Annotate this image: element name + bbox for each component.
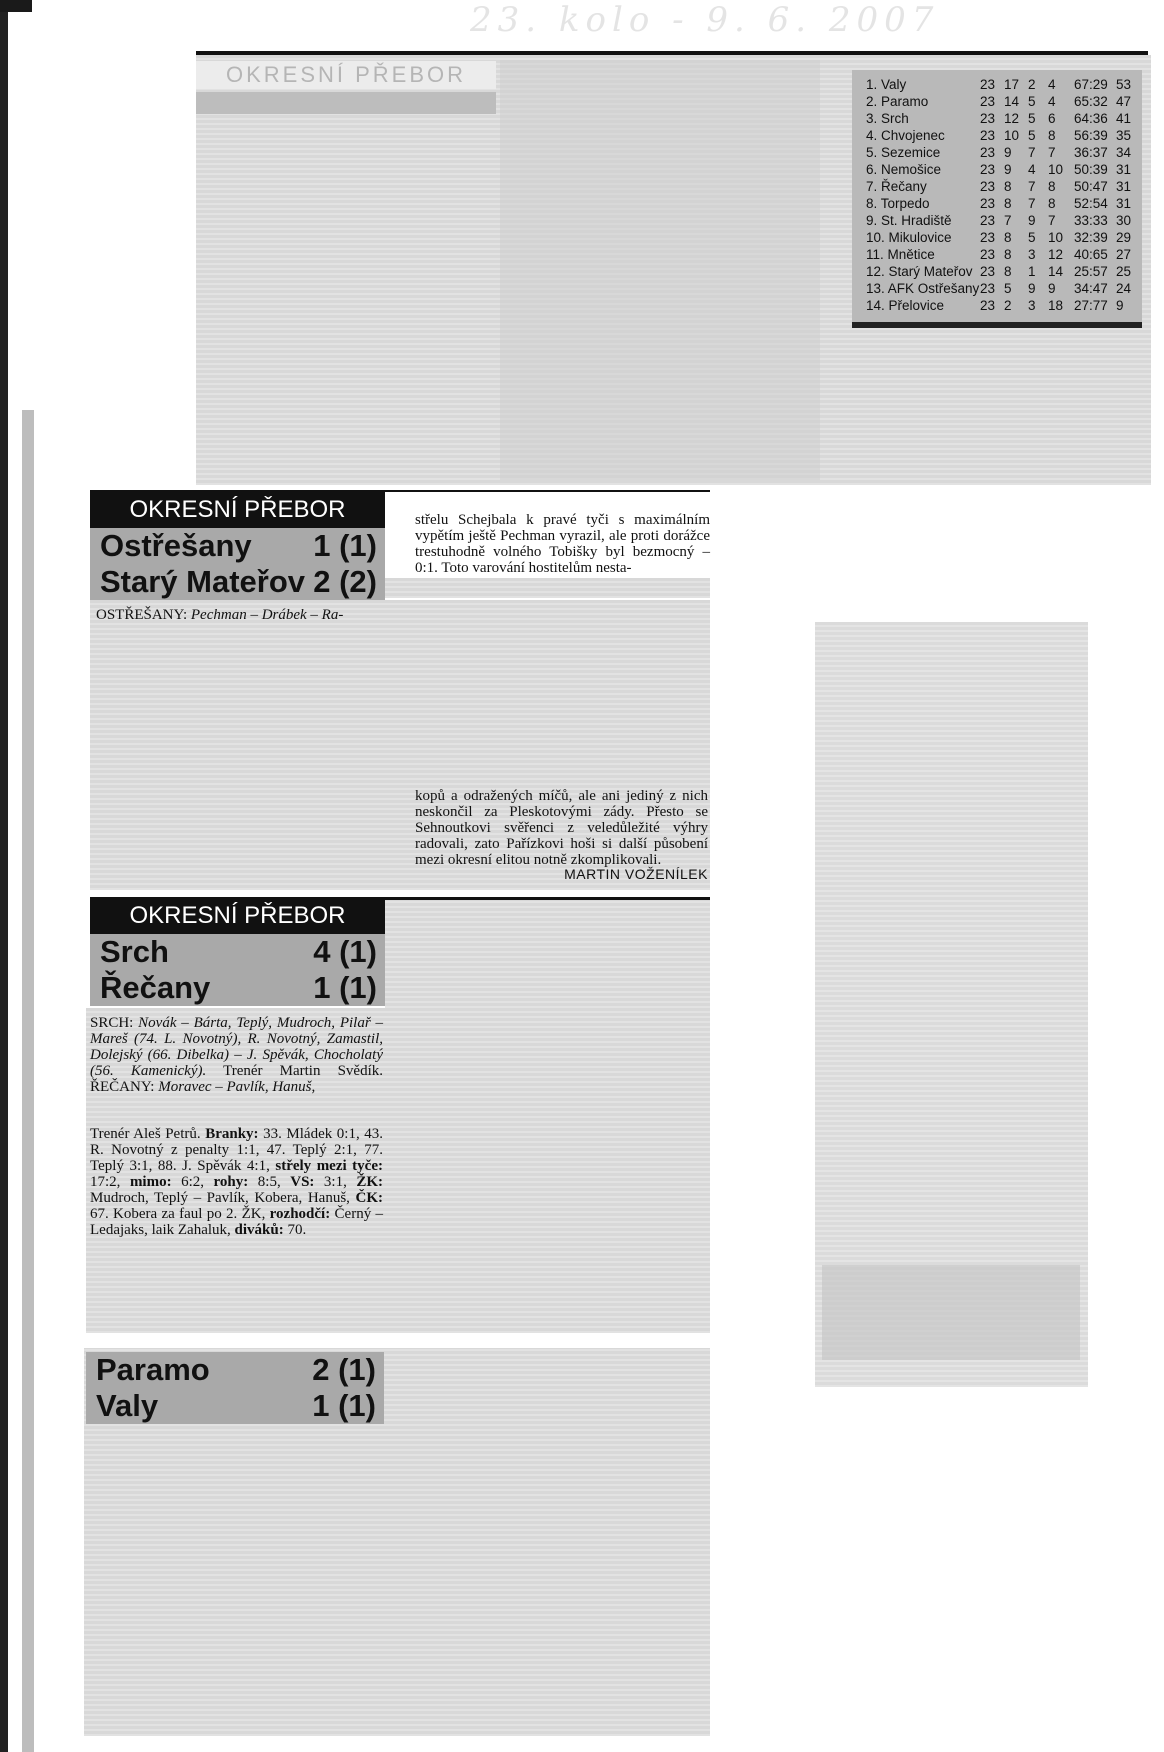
standings-cell-l: 12 bbox=[1048, 247, 1064, 262]
standings-cell-pts: 9 bbox=[1116, 298, 1124, 313]
standings-cell-rank_team: 5. Sezemice bbox=[866, 145, 941, 160]
standings-cell-pts: 31 bbox=[1116, 196, 1132, 211]
standings-cell-p: 23 bbox=[980, 230, 996, 245]
standings-cell-rank_team: 6. Nemošice bbox=[866, 162, 942, 177]
standings-cell-rank_team: 4. Chvojenec bbox=[866, 128, 945, 143]
standings-cell-l: 4 bbox=[1048, 94, 1056, 109]
standings-cell-score: 50:39 bbox=[1074, 162, 1108, 177]
match2-away-label: ŘEČANY: bbox=[90, 1079, 155, 1095]
match1-teams bbox=[90, 528, 385, 600]
match2-att: 70. bbox=[287, 1222, 307, 1238]
standings-table bbox=[852, 70, 1142, 328]
standings-cell-rank_team: 2. Paramo bbox=[866, 94, 929, 109]
match2-lineup-label: SRCH: bbox=[90, 1015, 134, 1031]
standings-row bbox=[852, 93, 1142, 110]
standings-cell-d: 5 bbox=[1028, 94, 1036, 109]
standings-row bbox=[852, 161, 1142, 178]
standings-cell-rank_team: 12. Starý Mateřov bbox=[866, 264, 973, 279]
match1-lineup-label: OSTŘEŠANY: bbox=[96, 607, 188, 623]
standings-cell-pts: 27 bbox=[1116, 247, 1132, 262]
standings-cell-score: 32:39 bbox=[1074, 230, 1108, 245]
top-clipping-header: OKRESNÍ PŘEBOR bbox=[196, 61, 496, 89]
match2-goals-label: Branky: bbox=[205, 1126, 259, 1142]
match3-away-score: 1 (1) bbox=[312, 1388, 376, 1423]
match2-att-label: diváků: bbox=[234, 1222, 284, 1238]
standings-cell-rank_team: 9. St. Hradiště bbox=[866, 213, 952, 228]
match2-home-row bbox=[90, 934, 385, 970]
match2-right-bg bbox=[385, 900, 710, 1333]
match2-miss-label: mimo: bbox=[129, 1174, 172, 1190]
standings-cell-d: 4 bbox=[1028, 162, 1036, 177]
standings-cell-p: 23 bbox=[980, 247, 996, 262]
standings-cell-l: 18 bbox=[1048, 298, 1064, 313]
top-clipping-column bbox=[500, 60, 820, 480]
match1-home-score: 1 (1) bbox=[313, 528, 377, 563]
match2-stats bbox=[90, 1126, 383, 1238]
standings-cell-l: 7 bbox=[1048, 213, 1056, 228]
standings-cell-p: 23 bbox=[980, 281, 996, 296]
match1-header: OKRESNÍ PŘEBOR bbox=[90, 492, 385, 528]
standings-cell-l: 8 bbox=[1048, 196, 1056, 211]
standings-cell-p: 23 bbox=[980, 128, 996, 143]
standings-row bbox=[852, 127, 1142, 144]
standings-cell-pts: 24 bbox=[1116, 281, 1132, 296]
match2-away-team: Řečany bbox=[100, 970, 211, 1005]
standings-cell-pts: 31 bbox=[1116, 179, 1132, 194]
standings-cell-pts: 41 bbox=[1116, 111, 1132, 126]
match2-corners-label: rohy: bbox=[213, 1174, 249, 1190]
standings-row bbox=[852, 263, 1142, 280]
standings-cell-l: 10 bbox=[1048, 162, 1064, 177]
standings-cell-w: 8 bbox=[1004, 230, 1012, 245]
standings-cell-p: 23 bbox=[980, 111, 996, 126]
standings-row bbox=[852, 297, 1142, 314]
standings-cell-score: 34:47 bbox=[1074, 281, 1108, 296]
standings-row bbox=[852, 246, 1142, 263]
standings-cell-w: 2 bbox=[1004, 298, 1012, 313]
match2-yc: Mudroch, Teplý – Pavlík, Kobera, Hanuš, bbox=[90, 1190, 350, 1206]
standings-cell-rank_team: 14. Přelovice bbox=[866, 298, 945, 313]
standings-cell-l: 14 bbox=[1048, 264, 1064, 279]
standings-cell-rank_team: 3. Srch bbox=[866, 111, 909, 126]
standings-row bbox=[852, 144, 1142, 161]
standings-cell-pts: 30 bbox=[1116, 213, 1132, 228]
standings-cell-d: 9 bbox=[1028, 213, 1036, 228]
standings-cell-w: 10 bbox=[1004, 128, 1020, 143]
match2-miss: 6:2, bbox=[181, 1174, 205, 1190]
match1-away-score: 2 (2) bbox=[313, 564, 377, 599]
standings-cell-score: 64:36 bbox=[1074, 111, 1108, 126]
standings-cell-p: 23 bbox=[980, 264, 996, 279]
standings-row bbox=[852, 229, 1142, 246]
standings-cell-l: 6 bbox=[1048, 111, 1056, 126]
standings-cell-rank_team: 10. Mikulovice bbox=[866, 230, 952, 245]
standings-cell-p: 23 bbox=[980, 145, 996, 160]
match2-rc: 67. Kobera za faul po 2. ŽK, bbox=[90, 1206, 266, 1222]
match1-text-top: střelu Schejbala k pravé tyči s maximálním vypětím ještě Pechman vyrazil, ale proti dorážce trestuhodně volného Tobišky byl bezmocný – 0:1. Toto varování hostitelům nesta- bbox=[415, 512, 710, 576]
standings-cell-d: 3 bbox=[1028, 247, 1036, 262]
match2-ref: Černý – Ledajaks, laik Zahaluk, bbox=[90, 1206, 384, 1238]
match2-away-row bbox=[90, 970, 385, 1006]
match1-lineup-start: Pechman – Drábek – Ra- bbox=[190, 607, 344, 623]
scan-edge-left bbox=[0, 0, 8, 1752]
standings-cell-rank_team: 13. AFK Ostřešany bbox=[866, 281, 980, 296]
match3-home-score: 2 (1) bbox=[312, 1352, 376, 1387]
match2-goals: 33. Mládek 0:1, 43. R. Novotný z penalty 1:1, 47. Teplý 2:1, 77. Teplý 3:1, 88. J. Spěvák 4:1, bbox=[90, 1126, 384, 1174]
standings-row bbox=[852, 195, 1142, 212]
standings-cell-rank_team: 7. Řečany bbox=[866, 179, 927, 194]
match2-header: OKRESNÍ PŘEBOR bbox=[90, 898, 385, 934]
standings-cell-score: 56:39 bbox=[1074, 128, 1108, 143]
top-clipping-rule bbox=[196, 51, 1148, 55]
standings-cell-d: 5 bbox=[1028, 128, 1036, 143]
standings-cell-l: 10 bbox=[1048, 230, 1064, 245]
match2-ref-label: rozhodčí: bbox=[269, 1206, 331, 1222]
standings-cell-pts: 47 bbox=[1116, 94, 1132, 109]
standings-cell-pts: 31 bbox=[1116, 162, 1132, 177]
standings-cell-score: 40:65 bbox=[1074, 247, 1108, 262]
standings-cell-d: 7 bbox=[1028, 179, 1036, 194]
standings-cell-d: 9 bbox=[1028, 281, 1036, 296]
match2-shots-label: střely mezi tyče: bbox=[275, 1158, 383, 1174]
standings-cell-w: 8 bbox=[1004, 196, 1012, 211]
standings-cell-score: 27:77 bbox=[1074, 298, 1108, 313]
match2-vs-label: VS: bbox=[290, 1174, 315, 1190]
standings-cell-d: 5 bbox=[1028, 111, 1036, 126]
standings-cell-score: 67:29 bbox=[1074, 77, 1108, 92]
standings-cell-score: 25:57 bbox=[1074, 264, 1108, 279]
standings-cell-d: 2 bbox=[1028, 77, 1036, 92]
standings-cell-d: 1 bbox=[1028, 264, 1036, 279]
standings-cell-p: 23 bbox=[980, 162, 996, 177]
standings-cell-pts: 29 bbox=[1116, 230, 1132, 245]
match2-teams bbox=[90, 934, 385, 1006]
standings-cell-pts: 25 bbox=[1116, 264, 1132, 279]
standings-cell-d: 5 bbox=[1028, 230, 1036, 245]
standings-row bbox=[852, 178, 1142, 195]
standings-row bbox=[852, 280, 1142, 297]
standings-cell-w: 9 bbox=[1004, 162, 1012, 177]
match1-home-team: Ostřešany bbox=[100, 528, 252, 563]
match2-home-score: 4 (1) bbox=[313, 934, 377, 969]
match2-shots: 17:2, bbox=[90, 1174, 121, 1190]
standings-cell-w: 17 bbox=[1004, 77, 1020, 92]
match2-corners: 8:5, bbox=[257, 1174, 281, 1190]
standings-row bbox=[852, 110, 1142, 127]
standings-cell-score: 36:37 bbox=[1074, 145, 1108, 160]
standings-cell-score: 52:54 bbox=[1074, 196, 1108, 211]
standings-cell-d: 3 bbox=[1028, 298, 1036, 313]
standings-cell-rank_team: 11. Mnětice bbox=[866, 247, 935, 262]
standings-cell-p: 23 bbox=[980, 179, 996, 194]
standings-cell-p: 23 bbox=[980, 196, 996, 211]
standings-cell-w: 12 bbox=[1004, 111, 1020, 126]
match1-lineup bbox=[96, 607, 386, 623]
match1-text-bottom: kopů a odražených míčů, ale ani jediný z nich neskončil za Pleskotovými zády. Přesto se Sehnoutkovi svěřenci z veledůležité výhry radovali, zato Pařízkovi hoši si další působení mezi okresní elitou notně zkomplikovali. bbox=[415, 788, 708, 868]
match1-box bbox=[90, 492, 385, 600]
match2-coach2: Trenér Aleš Petrů. bbox=[90, 1126, 201, 1142]
standings-cell-p: 23 bbox=[980, 298, 996, 313]
standings-row bbox=[852, 212, 1142, 229]
match1-author: MARTIN VOŽENÍLEK bbox=[564, 866, 708, 882]
match3-home-team: Paramo bbox=[96, 1352, 210, 1387]
match3-teams bbox=[86, 1352, 384, 1424]
match2-box bbox=[90, 898, 385, 1006]
match2-home-team: Srch bbox=[100, 934, 169, 969]
match2-rc-label: ČK: bbox=[355, 1190, 384, 1206]
standings-cell-rank_team: 8. Torpedo bbox=[866, 196, 930, 211]
standings-cell-score: 65:32 bbox=[1074, 94, 1108, 109]
standings-cell-pts: 53 bbox=[1116, 77, 1132, 92]
match3-away-row bbox=[86, 1388, 384, 1424]
top-clipping-subheader bbox=[196, 92, 496, 114]
standings-cell-score: 33:33 bbox=[1074, 213, 1108, 228]
match2-away-lineup: Moravec – Pavlík, Hanuš, bbox=[158, 1079, 316, 1095]
match3-away-team: Valy bbox=[96, 1388, 159, 1423]
match1-away-team: Starý Mateřov bbox=[100, 564, 306, 599]
standings-cell-w: 8 bbox=[1004, 247, 1012, 262]
standings-cell-d: 7 bbox=[1028, 196, 1036, 211]
standings-cell-w: 9 bbox=[1004, 145, 1012, 160]
standings-cell-p: 23 bbox=[980, 213, 996, 228]
scan-edge-strip bbox=[22, 410, 34, 1752]
standings-cell-p: 23 bbox=[980, 77, 996, 92]
standings-row bbox=[852, 76, 1142, 93]
standings-cell-l: 4 bbox=[1048, 77, 1056, 92]
match2-lineup-text: Novák – Bárta, Teplý, Mudroch, Pilař – Mareš (74. L. Novotný), R. Novotný, Zamastil, Dolejský (66. Dibelka) – J. Spěvák, Chocholatý (56. Kamenický). bbox=[90, 1015, 383, 1079]
standings-cell-d: 7 bbox=[1028, 145, 1036, 160]
match2-lineup bbox=[90, 1015, 383, 1095]
standings-cell-w: 8 bbox=[1004, 264, 1012, 279]
standings-cell-rank_team: 1. Valy bbox=[866, 77, 907, 92]
standings-cell-pts: 35 bbox=[1116, 128, 1132, 143]
match2-coach: Trenér Martin Svědík. bbox=[223, 1063, 383, 1079]
match1-away-row bbox=[90, 564, 385, 600]
standings-cell-w: 8 bbox=[1004, 179, 1012, 194]
standings-cell-l: 8 bbox=[1048, 128, 1056, 143]
match1-home-row bbox=[90, 528, 385, 564]
handwritten-note: 23. kolo - 9. 6. 2007 bbox=[470, 0, 940, 40]
standings-cell-w: 7 bbox=[1004, 213, 1012, 228]
match1-body-bg-top bbox=[385, 578, 710, 598]
match2-away-score: 1 (1) bbox=[313, 970, 377, 1005]
standings-cell-l: 8 bbox=[1048, 179, 1056, 194]
standings-cell-w: 5 bbox=[1004, 281, 1012, 296]
standings-cell-p: 23 bbox=[980, 94, 996, 109]
match3-home-row bbox=[86, 1352, 384, 1388]
standings-cell-l: 7 bbox=[1048, 145, 1056, 160]
standings-cell-score: 50:47 bbox=[1074, 179, 1108, 194]
scan-edge-top bbox=[0, 0, 32, 12]
right-faded-block bbox=[822, 1265, 1080, 1360]
standings-cell-pts: 34 bbox=[1116, 145, 1132, 160]
match2-vs: 3:1, bbox=[323, 1174, 347, 1190]
match2-yc-label: ŽK: bbox=[356, 1174, 384, 1190]
standings-cell-w: 14 bbox=[1004, 94, 1020, 109]
standings-cell-l: 9 bbox=[1048, 281, 1056, 296]
